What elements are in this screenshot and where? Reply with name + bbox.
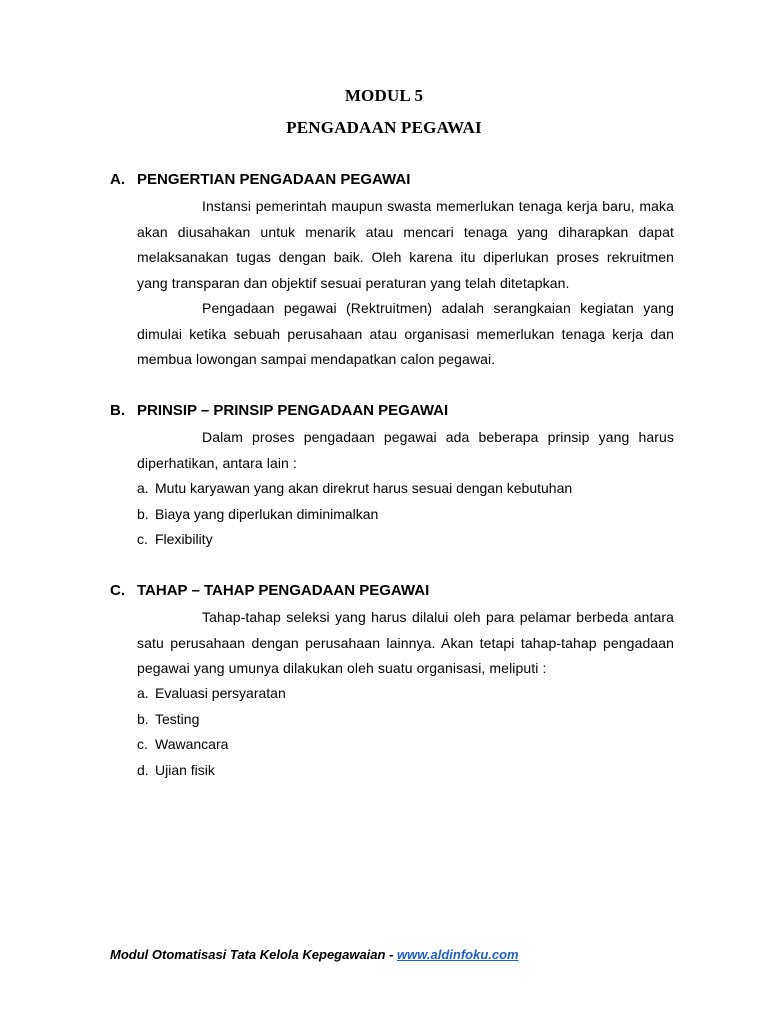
section-c-letter: C.: [110, 582, 125, 599]
module-topic-title: PENGADAAN PEGAWAI: [286, 118, 482, 137]
footer-website-link[interactable]: www.aldinfoku.com: [397, 947, 519, 962]
section-b-paragraph-1: Dalam proses pengadaan pegawai ada beberapa prinsip yang harus diperhatikan, antara lain :: [137, 429, 674, 471]
list-item-text: Biaya yang diperlukan diminimalkan: [155, 505, 379, 522]
list-marker: b.: [137, 710, 149, 727]
list-item-text: Testing: [155, 710, 200, 727]
section-b-heading: [110, 402, 448, 419]
list-marker: b.: [137, 505, 149, 522]
section-c-list: [137, 681, 286, 784]
module-number-title: MODUL 5: [344, 86, 424, 105]
section-a-title: PENGERTIAN PENGADAAN PEGAWAI: [137, 171, 411, 188]
list-marker: c.: [137, 531, 148, 548]
list-item: [137, 732, 286, 758]
list-item-text: Wawancara: [155, 736, 229, 753]
list-item: [137, 476, 572, 502]
section-b-title: PRINSIP – PRINSIP PENGADAAN PEGAWAI: [137, 402, 449, 419]
section-b-letter: B.: [110, 402, 125, 419]
list-marker: c.: [137, 736, 148, 753]
section-c-title: TAHAP – TAHAP PENGADAAN PEGAWAI: [137, 582, 430, 599]
section-c-paragraph-1: Tahap-tahap seleksi yang harus dilalui oleh para pelamar berbeda antara satu perusahaan dengan perusahaan lainnya. Akan tetapi tahap-tahap pengadaan pegawai yang umunya dilakukan oleh suatu organisasi, meliputi :: [137, 609, 674, 677]
section-c-heading: [110, 582, 429, 599]
page-footer: [110, 947, 519, 962]
list-item: [137, 681, 286, 707]
list-item-text: Evaluasi persyaratan: [155, 685, 286, 701]
list-marker: a.: [137, 480, 149, 496]
section-a-paragraph-1: Instansi pemerintah maupun swasta memerlukan tenaga kerja baru, maka akan diusahakan untuk menarik atau mencari tenaga yang diharapkan dapat melaksanakan tugas dengan baik. Oleh karena itu diperlukan proses rekruitmen yang transparan dan objektif sesuai peraturan yang telah ditetapkan.: [137, 198, 674, 292]
section-a-heading: [110, 171, 410, 188]
section-b-list: [137, 476, 572, 553]
list-item: [137, 502, 572, 528]
list-item-text: Flexibility: [155, 531, 213, 548]
section-a-paragraph-2: Pengadaan pegawai (Rektruitmen) adalah serangkaian kegiatan yang dimulai ketika sebuah perusahaan atau organisasi memerlukan tenaga kerja dan membua lowongan sampai mendapatkan calon pegawai.: [137, 300, 674, 368]
list-marker: a.: [137, 685, 149, 701]
footer-text: Modul Otomatisasi Tata Kelola Kepegawaian -: [110, 947, 398, 962]
list-marker: d.: [137, 762, 149, 779]
list-item: [137, 707, 286, 733]
list-item-text: Ujian fisik: [155, 762, 215, 779]
list-item-text: Mutu karyawan yang akan direkrut harus sesuai dengan kebutuhan: [155, 480, 573, 496]
list-item: [137, 527, 572, 553]
section-a-letter: A.: [110, 171, 125, 188]
list-item: [137, 758, 286, 784]
